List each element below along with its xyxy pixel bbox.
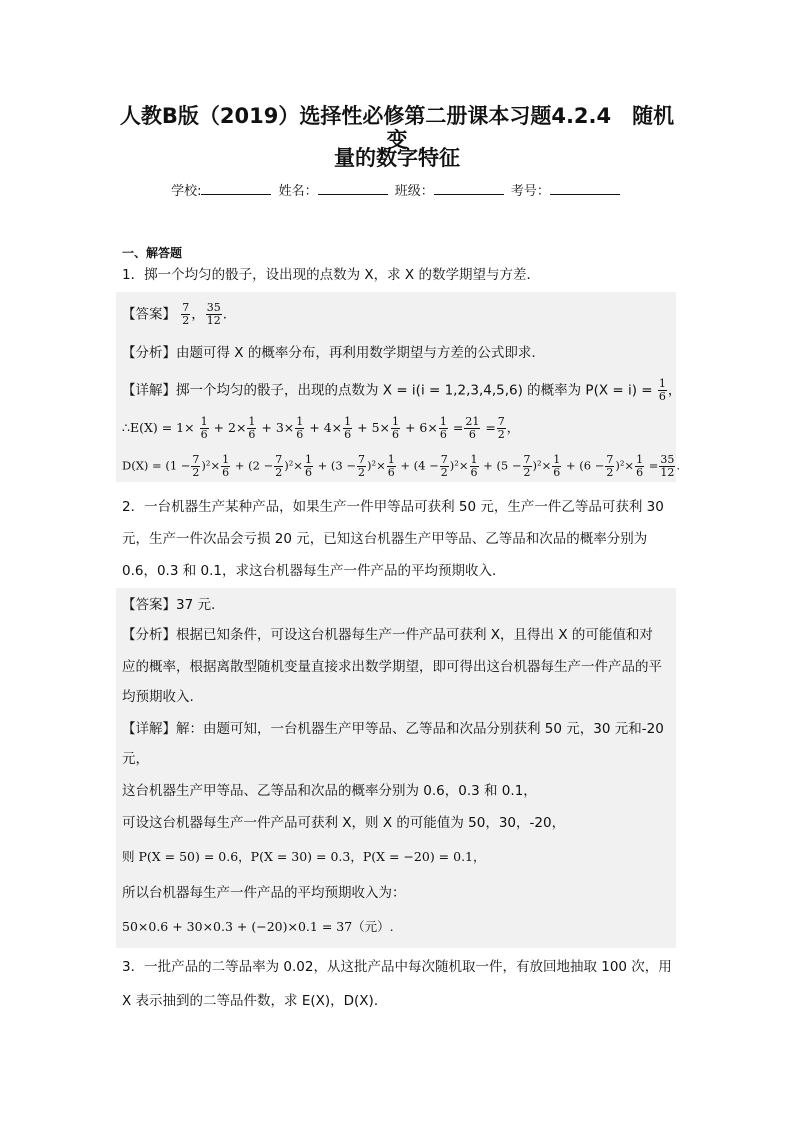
q2-detail-line1: 【详解】解：由题可知，一台机器生产甲等品、乙等品和次品分别获利 50 元，30 元和-20	[122, 721, 664, 737]
fraction: $\frac{35}{12}$	[206, 301, 221, 327]
q1-answer: 【答案】 $\frac{7}{2}$ ， $\frac{35}{12}$ .	[122, 301, 228, 327]
fraction: $\frac{1}{6}$	[658, 377, 666, 403]
q2-question-line3: 0.6，0.3 和 0.1，求这台机器每生产一件产品的平均预期收入．	[122, 563, 506, 579]
section-title: 一、解答题	[122, 246, 183, 260]
document-title-line1: 人教B版（2019）选择性必修第二册课本习题4.2.4 随机变	[119, 104, 675, 152]
q1-detail: 【详解】掷一个均匀的骰子，出现的点数为 X = i(i = 1,2,3,4,5,6) 的概率为 P(X = i) = $\frac{1}{6}$ ，	[122, 377, 682, 403]
document-title-line2: 量的数字特征	[334, 146, 460, 170]
q2-detail-line3: 这台机器生产甲等品、乙等品和次品的概率分别为 0.6，0.3 和 0.1，	[122, 783, 537, 799]
name-label: 姓名：	[278, 184, 318, 199]
detail-tag: 【详解】	[122, 721, 176, 737]
student-info-row	[0, 180, 794, 199]
answer-text: 37 元.	[176, 597, 216, 613]
class-blank	[434, 182, 504, 195]
q2-analysis-line2: 应的概率，根据离散型随机变量直接求出数学期望，即可得出这台机器每生产一件产品的平	[122, 659, 662, 675]
q2-detail-line5: 则 P(X = 50) = 0.6，P(X = 30) = 0.3，P(X = −20) = 0.1，	[122, 849, 486, 864]
analysis-tag: 【分析】	[122, 345, 176, 361]
q1-question: 1．掷一个均匀的骰子，设出现的点数为 X，求 X 的数学期望与方差．	[122, 267, 540, 283]
school-label: 学校:	[171, 184, 202, 199]
analysis-text: 由题可得 X 的概率分布，再利用数学期望与方差的公式即求.	[176, 345, 536, 361]
q2-answer	[122, 596, 215, 614]
q1-analysis	[122, 344, 536, 362]
q2-detail-line7: 50×0.6 + 30×0.3 + (−20)×0.1 = 37（元）.	[122, 919, 394, 934]
exam-no-label: 考号：	[510, 184, 550, 199]
fraction: $\frac{7}{2}$	[182, 301, 190, 327]
answer-tag: 【答案】	[122, 306, 176, 323]
answer-tag: 【答案】	[122, 597, 176, 613]
analysis-tag: 【分析】	[122, 627, 176, 643]
q2-detail-line4: 可设这台机器每生产一件产品可获利 X，则 X 的可能值为 50，30，-20，	[122, 815, 566, 831]
school-blank	[201, 182, 271, 195]
q3-question-line1: 3．一批产品的二等品率为 0.02，从这批产品中每次随机取一件，有放回地抽取 100 次，用	[122, 959, 672, 975]
exam-no-blank	[550, 182, 620, 195]
name-blank	[318, 182, 388, 195]
q2-question-line2: 元，生产一件次品会亏损 20 元，已知这台机器生产甲等品、乙等品和次品的概率分别为	[122, 531, 648, 547]
q2-question-line1: 2．一台机器生产某种产品，如果生产一件甲等品可获利 50 元，生产一件乙等品可获利 30	[122, 499, 664, 515]
q3-question-line2: X 表示抽到的二等品件数，求 E(X)，D(X)．	[122, 993, 388, 1009]
q2-detail-line2: 元，	[122, 751, 149, 767]
detail-text: 掷一个均匀的骰子，出现的点数为 X = i(i = 1,2,3,4,5,6) 的概率为 P(X = i) =	[176, 382, 653, 399]
q2-detail-line6: 所以台机器每生产一件产品的平均预期收入为：	[122, 885, 406, 901]
q2-analysis-line1: 【分析】根据已知条件，可设这台机器每生产一件产品可获利 X，且得出 X 的可能值和对	[122, 627, 653, 643]
class-label: 班级：	[394, 184, 434, 199]
q1-expectation-formula: ∴E(X) = 1× $\frac{1}{6}$ + 2× $\frac{1}{6}$ + 3× $\frac{1}{6}$ + 4× $\frac{1}{6}$ + 5× $\frac{1}{6}$ + 6× $\frac{1}{6}$ = $\frac{21}{6}$ = $\frac{7}{2}$ ，	[122, 415, 520, 441]
q1-variance-formula: D(X) = (1 − $\frac{7}{2}$ )²× $\frac{1}{6}$ + (2 − $\frac{7}{2}$ )²× $\frac{1}{6}$ + (3 − $\frac{7}{2}$ )²× $\frac{1}{6}$ + (4 − $\frac{7}{2}$ )²× $\frac{1}{6}$ + (5 − $\frac{7}{2}$ )²× $\frac{1}{6}$ + (6 − $\frac{7}{2}$ )²× $\frac{1}{6}$ = $\frac{35}{12}$ .	[122, 453, 681, 479]
detail-tag: 【详解】	[122, 382, 176, 399]
q2-analysis-line3: 均预期收入.	[122, 689, 194, 705]
